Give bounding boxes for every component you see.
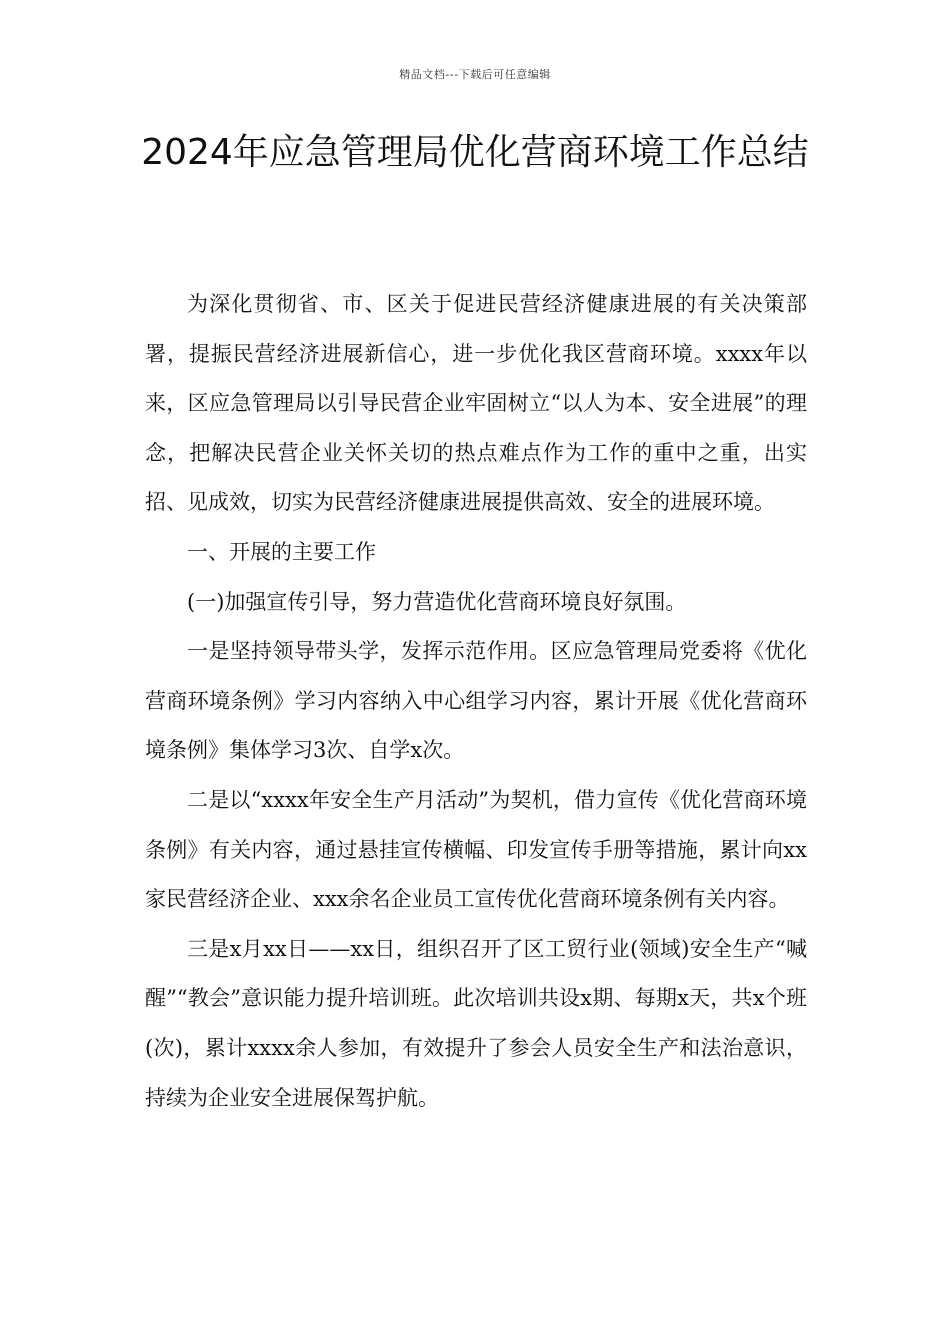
paragraph-item-3: 三是x月xx日——xx日，组织召开了区工贸行业(领域)安全生产“喊醒”“教会”意识能力提升培训班。此次培训共设x期、每期x天，共x个班(次)，累计xxxx余人参加，有效提升了参会人员安全生产和法治意识，持续为企业安全进展保驾护航。	[145, 936, 807, 1110]
section-heading: 一、开展的主要工作	[187, 539, 376, 564]
document-body	[145, 280, 807, 1123]
paragraph-item-2: 二是以“xxxx年安全生产月活动”为契机，借力宣传《优化营商环境条例》有关内容，通过悬挂宣传横幅、印发宣传手册等措施，累计向xx家民营经济企业、xxx余名企业员工宣传优化营商环境条例有关内容。	[145, 787, 807, 912]
subsection-heading: (一)加强宣传引导，努力营造优化营商环境良好氛围。	[187, 589, 687, 614]
document-title: 2024年应急管理局优化营商环境工作总结	[141, 132, 809, 173]
paragraph-item-1: 一是坚持领导带头学，发挥示范作用。区应急管理局党委将《优化营商环境条例》学习内容纳入中心组学习内容，累计开展《优化营商环境条例》集体学习3次、自学x次。	[145, 639, 807, 763]
header-note: 精品文档---下载后可任意编辑	[399, 68, 551, 81]
paragraph-intro: 为深化贯彻省、市、区关于促进民营经济健康进展的有关决策部署，提振民营经济进展新信心，进一步优化我区营商环境。xxxx年以来，区应急管理局以引导民营企业牢固树立“以人为本、安全进展”的理念，把解决民营企业关怀关切的热点难点作为工作的重中之重，出实招、见成效，切实为民营经济健康进展提供高效、安全的进展环境。	[145, 292, 807, 515]
